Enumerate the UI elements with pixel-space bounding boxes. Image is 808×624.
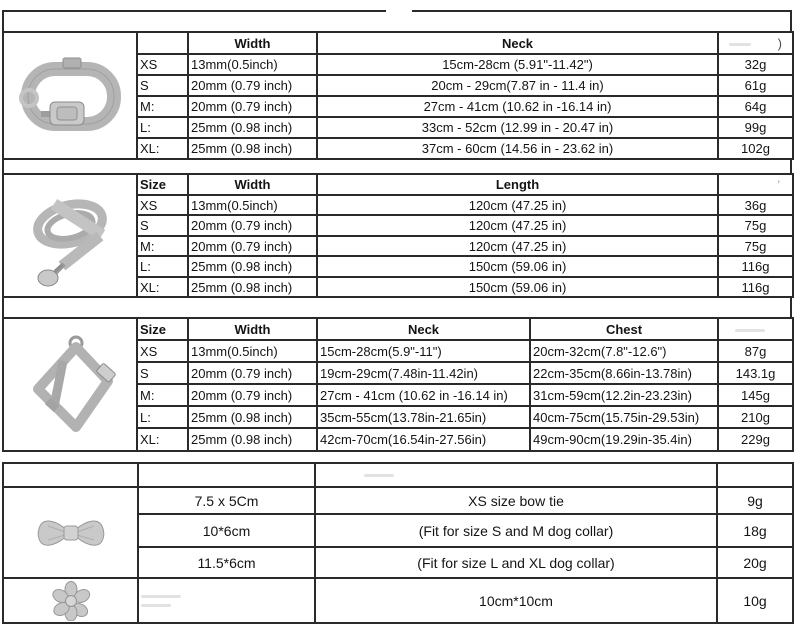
neck-cell: 27cm - 41cm (10.62 in -16.14 in)	[317, 384, 530, 406]
width-cell: 25mm (0.98 inch)	[188, 138, 317, 159]
harness-size-table	[2, 317, 794, 452]
neck-cell: 15cm-28cm(5.9"-11")	[317, 340, 530, 362]
neck-cell: 15cm-28cm (5.91"-11.42")	[317, 54, 718, 75]
size-cell: XL:	[137, 428, 188, 451]
size-cell: XS	[137, 340, 188, 362]
chest-cell: 20cm-32cm(7.8"-12.6")	[530, 340, 718, 362]
erased-mark-artifact: ’	[777, 177, 780, 192]
width-cell: 13mm(0.5inch)	[188, 54, 317, 75]
table-row	[3, 487, 793, 514]
table-header-row	[3, 318, 793, 340]
width-cell: 13mm(0.5inch)	[188, 195, 317, 215]
width-header-cell: Width	[188, 318, 317, 340]
weight-cell: 229g	[718, 428, 793, 451]
neck-cell: 35cm-55cm(13.78in-21.65in)	[317, 406, 530, 428]
size-header-cell	[137, 32, 188, 54]
table-header-row	[3, 32, 793, 54]
size-cell: M:	[137, 384, 188, 406]
length-cell: 120cm (47.25 in)	[317, 236, 718, 256]
weight-cell: 102g	[718, 138, 793, 159]
dog-collar-image	[16, 56, 124, 136]
size-cell: L:	[137, 406, 188, 428]
erased-text-artifact	[364, 474, 394, 477]
flower-image-cell	[3, 578, 138, 623]
chest-header-cell: Chest	[530, 318, 718, 340]
blank-cell	[138, 463, 315, 487]
width-cell: 20mm (0.79 inch)	[188, 75, 317, 96]
harness-image-cell	[3, 318, 137, 451]
weight-cell: 75g	[718, 215, 793, 236]
bow-tie-image	[34, 511, 108, 555]
weight-header-erased-cell	[718, 32, 793, 54]
desc-cell: 10cm*10cm	[315, 578, 717, 623]
width-cell: 20mm (0.79 inch)	[188, 96, 317, 117]
dims-cell: 11.5*6cm	[138, 547, 315, 578]
dims-cell-erased	[138, 578, 315, 623]
size-cell: M:	[137, 96, 188, 117]
table-header-row	[3, 174, 793, 195]
width-cell: 13mm(0.5inch)	[188, 340, 317, 362]
bowtie-image-cell	[3, 487, 138, 578]
width-cell: 25mm (0.98 inch)	[188, 277, 317, 297]
blank-header-row	[3, 463, 793, 487]
weight-cell: 32g	[718, 54, 793, 75]
weight-cell: 145g	[718, 384, 793, 406]
weight-cell: 116g	[718, 256, 793, 277]
leash-size-table	[2, 173, 794, 298]
size-header-cell: Size	[137, 174, 188, 195]
weight-cell: 116g	[718, 277, 793, 297]
weight-cell: 20g	[717, 547, 793, 578]
erased-text-artifact	[735, 329, 765, 332]
dims-cell: 7.5 x 5Cm	[138, 487, 315, 514]
width-cell: 25mm (0.98 inch)	[188, 406, 317, 428]
size-header-cell: Size	[137, 318, 188, 340]
size-cell: L:	[137, 256, 188, 277]
dims-cell: 10*6cm	[138, 514, 315, 547]
neck-cell: 27cm - 41cm (10.62 in -16.14 in)	[317, 96, 718, 117]
weight-cell: 210g	[718, 406, 793, 428]
neck-cell: 19cm-29cm(7.48in-11.42in)	[317, 362, 530, 384]
erased-paren-artifact: )	[777, 35, 782, 51]
weight-cell: 36g	[718, 195, 793, 215]
neck-cell: 37cm - 60cm (14.56 in - 23.62 in)	[317, 138, 718, 159]
weight-cell: 64g	[718, 96, 793, 117]
weight-cell: 10g	[717, 578, 793, 623]
chest-cell: 22cm-35cm(8.66in-13.78in)	[530, 362, 718, 384]
neck-header-cell: Neck	[317, 32, 718, 54]
length-cell: 150cm (59.06 in)	[317, 256, 718, 277]
weight-cell: 75g	[718, 236, 793, 256]
collar-size-table	[2, 31, 794, 160]
width-header-cell: Width	[188, 32, 317, 54]
chest-cell: 31cm-59cm(12.2in-23.23in)	[530, 384, 718, 406]
blank-cell	[717, 463, 793, 487]
desc-cell: (Fit for size S and M dog collar)	[315, 514, 717, 547]
width-cell: 20mm (0.79 inch)	[188, 362, 317, 384]
erased-border-gap	[386, 9, 412, 13]
blank-cell	[3, 463, 138, 487]
length-cell: 120cm (47.25 in)	[317, 195, 718, 215]
length-header-cell: Length	[317, 174, 718, 195]
chest-cell: 49cm-90cm(19.29in-35.4in)	[530, 428, 718, 451]
width-cell: 20mm (0.79 inch)	[188, 384, 317, 406]
size-cell: XL:	[137, 138, 188, 159]
weight-cell: 99g	[718, 117, 793, 138]
erased-text-artifact	[141, 595, 181, 598]
weight-cell: 18g	[717, 514, 793, 547]
blank-cell-erased	[315, 463, 717, 487]
flower-image	[50, 581, 92, 621]
neck-cell: 20cm - 29cm(7.87 in - 11.4 in)	[317, 75, 718, 96]
width-cell: 25mm (0.98 inch)	[188, 117, 317, 138]
size-cell: XS	[137, 195, 188, 215]
weight-cell: 143.1g	[718, 362, 793, 384]
size-cell: S	[137, 75, 188, 96]
length-cell: 150cm (59.06 in)	[317, 277, 718, 297]
width-cell: 25mm (0.98 inch)	[188, 256, 317, 277]
desc-cell: XS size bow tie	[315, 487, 717, 514]
erased-text-artifact	[141, 604, 171, 607]
size-cell: S	[137, 362, 188, 384]
weight-cell: 61g	[718, 75, 793, 96]
dog-leash-image	[14, 184, 126, 288]
width-cell: 20mm (0.79 inch)	[188, 215, 317, 236]
size-cell: L:	[137, 117, 188, 138]
width-cell: 20mm (0.79 inch)	[188, 236, 317, 256]
width-cell: 25mm (0.98 inch)	[188, 428, 317, 451]
weight-header-erased-cell	[718, 174, 793, 195]
length-cell: 120cm (47.25 in)	[317, 215, 718, 236]
size-cell: S	[137, 215, 188, 236]
width-header-cell: Width	[188, 174, 317, 195]
chest-cell: 40cm-75cm(15.75in-29.53in)	[530, 406, 718, 428]
neck-cell: 42cm-70cm(16.54in-27.56in)	[317, 428, 530, 451]
bowtie-size-table	[2, 462, 794, 624]
erased-text-artifact	[729, 43, 751, 46]
size-cell: XL:	[137, 277, 188, 297]
size-cell: XS	[137, 54, 188, 75]
neck-cell: 33cm - 52cm (12.99 in - 20.47 in)	[317, 117, 718, 138]
desc-cell: (Fit for size L and XL dog collar)	[315, 547, 717, 578]
weight-header-erased-cell	[718, 318, 793, 340]
neck-header-cell: Neck	[317, 318, 530, 340]
dog-harness-image	[16, 331, 124, 439]
leash-image-cell	[3, 174, 137, 297]
table-row	[3, 578, 793, 623]
weight-cell: 9g	[717, 487, 793, 514]
size-cell: M:	[137, 236, 188, 256]
weight-cell: 87g	[718, 340, 793, 362]
collar-image-cell	[3, 32, 137, 159]
